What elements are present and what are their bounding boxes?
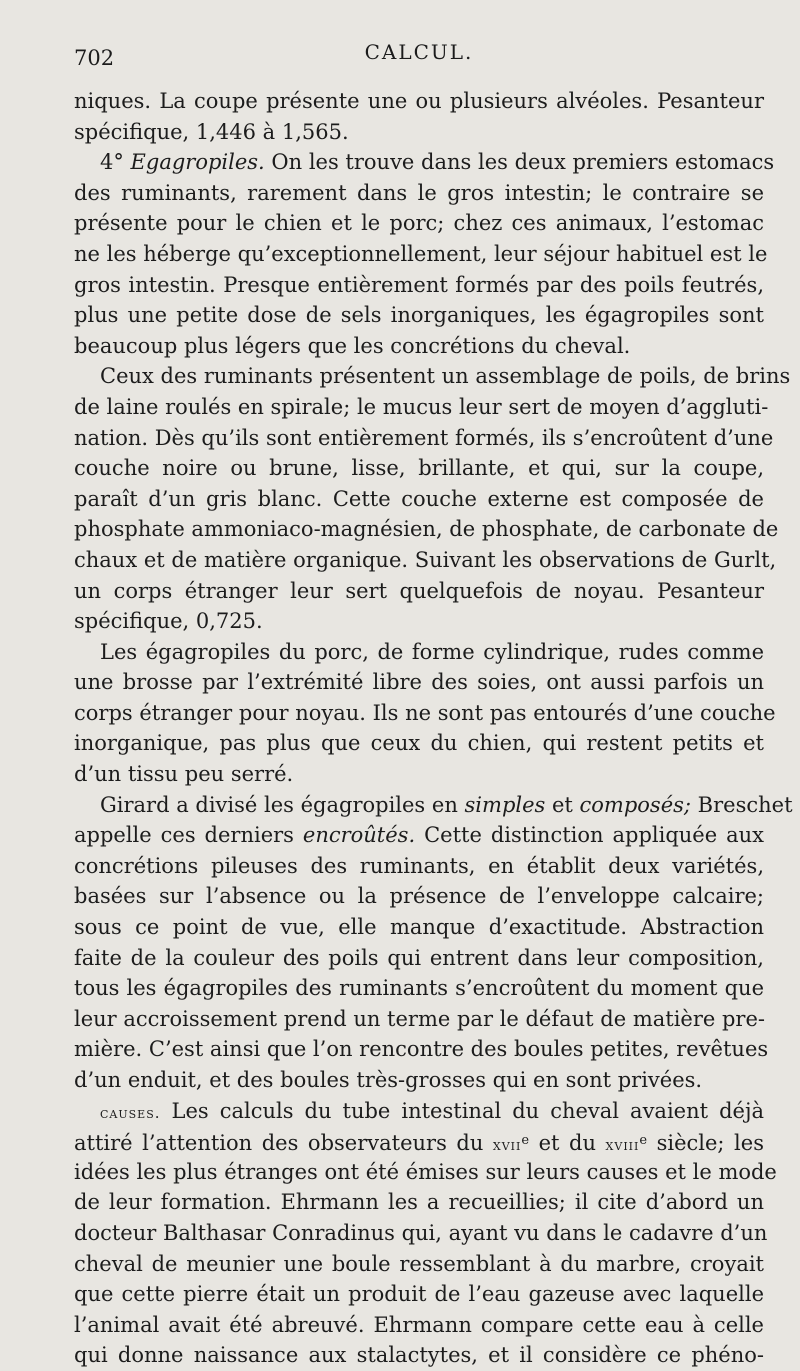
text-run: concrétions pileuses des ruminants, en établit deux variétés, xyxy=(74,853,764,878)
text-run: d’un tissu peu serré. xyxy=(74,762,294,787)
text-run: et du xyxy=(529,1131,606,1156)
text-line xyxy=(74,147,775,178)
text-line xyxy=(74,973,764,1004)
text-run: appelle ces derniers xyxy=(74,823,303,848)
text-run: idées les plus étranges ont été émises sur leurs causes et le mode xyxy=(74,1159,777,1184)
text-run: Breschet xyxy=(691,792,793,817)
text-run: Les calculs du tube intestinal du cheval avaient déjà xyxy=(160,1098,764,1123)
text-line xyxy=(74,361,791,392)
text-line xyxy=(74,698,776,729)
text-run: leur accroissement prend un terme par le défaut de matière pre- xyxy=(74,1006,765,1031)
text-line xyxy=(74,178,764,209)
text-run: qui donne naissance aux stalactytes, et il considère ce phéno- xyxy=(74,1343,764,1368)
text-run: beaucoup plus légers que les concrétions du cheval. xyxy=(74,333,631,358)
text-line xyxy=(74,1126,764,1157)
text-run: spécifique, 1,446 à 1,565. xyxy=(74,119,349,144)
text-line xyxy=(74,912,764,943)
text-run: et xyxy=(545,792,580,817)
text-run: couche noire ou brune, lisse, brillante, et qui, sur la coupe, xyxy=(74,456,764,481)
text-line xyxy=(74,117,764,148)
text-line xyxy=(74,851,764,882)
text-line xyxy=(74,1340,764,1371)
small-caps-text: xviii xyxy=(605,1136,640,1155)
text-line xyxy=(74,545,777,576)
text-line xyxy=(74,576,764,607)
running-title: CALCUL. xyxy=(364,40,474,64)
text-line xyxy=(74,1034,769,1065)
text-run: sous ce point de vue, elle manque d’exactitude. Abstraction xyxy=(74,915,764,940)
text-run: niques. La coupe présente une ou plusieurs alvéoles. Pesanteur xyxy=(74,89,764,113)
text-line xyxy=(74,453,764,484)
italic-text: simples xyxy=(464,792,546,817)
text-line xyxy=(74,1004,764,1035)
text-line xyxy=(74,1249,764,1280)
text-line xyxy=(74,239,768,270)
text-run: phosphate ammoniaco-magnésien, de phosphate, de carbonate de xyxy=(74,517,779,542)
text-run: siècle; les xyxy=(647,1131,764,1156)
page-number: 702 xyxy=(74,46,115,70)
text-run: faite de la couleur des poils qui entrent dans leur composition, xyxy=(74,945,764,970)
text-run: que cette pierre était un produit de l’eau gazeuse avec laquelle xyxy=(74,1282,764,1307)
text-line xyxy=(74,86,764,117)
text-run: plus une petite dose de sels inorganiques, les égagropiles sont xyxy=(74,303,764,328)
text-run: chaux et de matière organique. Suivant les observations de Gurlt, xyxy=(74,547,777,572)
text-run: Cette distinction appliquée aux xyxy=(415,823,764,848)
text-run: l’animal avait été abreuvé. Ehrmann compare cette eau à celle xyxy=(74,1312,764,1337)
text-run: basées sur l’absence ou la présence de l’enveloppe calcaire; xyxy=(74,884,764,909)
text-run: corps étranger pour noyau. Ils ne sont pas entourés d’une couche xyxy=(74,700,776,725)
text-line xyxy=(74,820,764,851)
text-line xyxy=(74,423,774,454)
superscript-text: e xyxy=(521,1133,530,1149)
text-run: de laine roulés en spirale; le mucus leur sert de moyen d’aggluti- xyxy=(74,394,769,419)
text-line xyxy=(74,270,764,301)
text-run: de leur formation. Ehrmann les a recueillies; il cite d’abord un xyxy=(74,1190,764,1215)
text-line xyxy=(74,881,764,912)
text-line xyxy=(74,1187,764,1218)
text-run: nation. Dès qu’ils sont entièrement formés, ils s’encroûtent d’une xyxy=(74,425,774,450)
text-run: gros intestin. Presque entièrement formés par des poils feutrés, xyxy=(74,272,764,297)
text-line xyxy=(74,1065,764,1096)
text-line xyxy=(74,1157,777,1188)
text-run: docteur Balthasar Conradinus qui, ayant vu dans le cadavre d’un xyxy=(74,1220,768,1245)
text-line xyxy=(74,392,769,423)
text-run: mière. C’est ainsi que l’on rencontre des boules petites, revêtues xyxy=(74,1037,769,1062)
text-run: Ceux des ruminants présentent un assemblage de poils, de brins xyxy=(100,364,791,389)
text-line xyxy=(74,606,764,637)
text-line xyxy=(74,1310,764,1341)
text-line xyxy=(74,208,764,239)
text-run: des ruminants, rarement dans le gros intestin; le contraire se xyxy=(74,180,764,205)
text-line xyxy=(74,1096,764,1127)
italic-text: encroûtés. xyxy=(302,823,416,848)
text-line xyxy=(74,300,764,331)
body-text xyxy=(74,86,793,1371)
text-run: paraît d’un gris blanc. Cette couche externe est composée de xyxy=(74,486,764,511)
text-line xyxy=(74,759,764,790)
text-run: 4° xyxy=(100,150,131,175)
text-run: Les égagropiles du porc, de forme cylindrique, rudes comme xyxy=(100,639,764,664)
text-line xyxy=(74,1218,768,1249)
text-line xyxy=(74,637,764,668)
text-line xyxy=(74,943,764,974)
text-run: attiré l’attention des observateurs du xyxy=(74,1131,493,1156)
text-line xyxy=(74,331,764,362)
text-run: d’un enduit, et des boules très-grosses qui en sont privées. xyxy=(74,1068,703,1092)
text-run: cheval de meunier une boule ressemblant à du marbre, croyait xyxy=(74,1251,764,1276)
text-run: inorganique, pas plus que ceux du chien, qui restent petits et xyxy=(74,731,764,756)
italic-text: composés; xyxy=(579,792,691,817)
text-run: présente pour le chien et le porc; chez ces animaux, l’estomac xyxy=(74,211,764,236)
text-line xyxy=(74,790,793,821)
text-line xyxy=(74,514,779,545)
text-run: On les trouve dans les deux premiers estomacs xyxy=(264,150,775,175)
text-run: spécifique, 0,725. xyxy=(74,609,263,634)
text-run: un corps étranger leur sert quelquefois de noyau. Pesanteur xyxy=(74,578,764,603)
text-run: ne les héberge qu’exceptionnellement, leur séjour habituel est le xyxy=(74,241,768,266)
superscript-text: e xyxy=(639,1133,648,1149)
text-run: une brosse par l’extrémité libre des soies, ont aussi parfois un xyxy=(74,670,764,695)
text-run: tous les égagropiles des ruminants s’encroûtent du moment que xyxy=(74,976,764,1001)
text-line xyxy=(74,1279,764,1310)
page-header xyxy=(74,40,764,80)
small-caps-text: causes. xyxy=(100,1103,161,1122)
text-run: Girard a divisé les égagropiles en xyxy=(100,792,465,817)
text-line xyxy=(74,667,764,698)
small-caps-text: xvii xyxy=(492,1136,522,1155)
text-line xyxy=(74,728,764,759)
text-line xyxy=(74,484,764,515)
italic-text: Egagropiles. xyxy=(130,150,265,175)
